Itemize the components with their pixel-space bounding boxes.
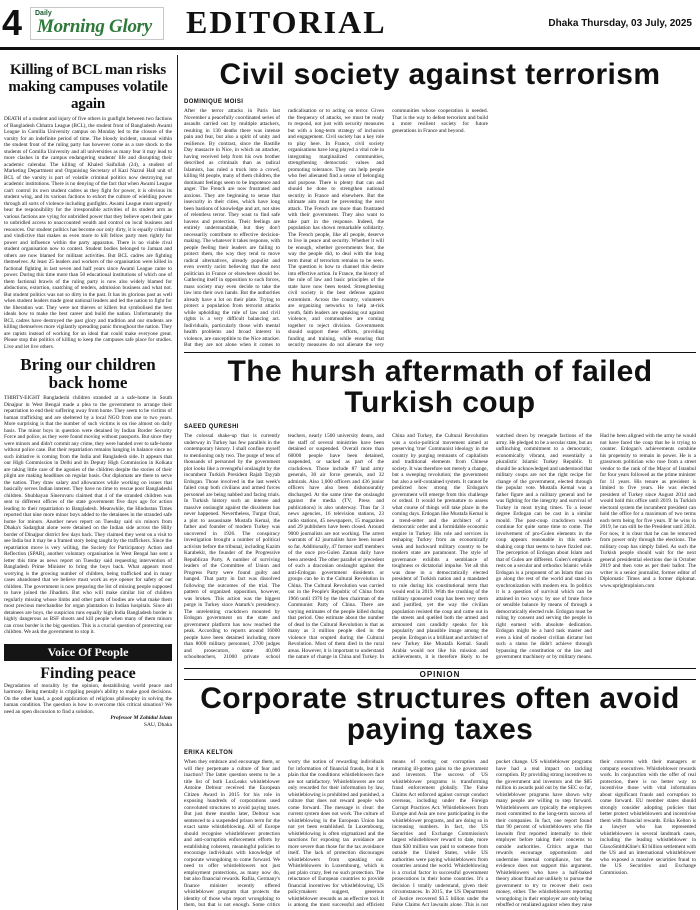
article-2-text: The colossal shake-up that is currently underway in Turkey has few parallels in the contemporary history. I shall confine myself to mentioning only two. The purge of tens of thousands of personnel by the government plot looks like a revengeful onslaught by the incumbent Turkish President Rajab Tayyab Erdogan. Those involved in the last week's failed coup both civilians and armed forces personnel are being nabbed and facing trials. In Turkish history such an intense and massive onslaught against the dissidents has never happened. Nevertheless, Turgut Ozal, a plot to assassinate Mustafa Kemal, the father and founder of modern Turkey was uncovered in 1926. The conspiracy investigation brought a number of political activists before the tribunal, including Kazim Karabekir, the founder of the Progressive Republican Party. A number of surviving leaders of the Committee of Union and Progress Party were found guilty and hanged. That party in fact was dissolved following the outcomes of the trial. The pattern of organized opposition, however, was broken. This action was the biggest purge in Turkey since Ataturk's presidency. The unrelenting crackdown mounted by Erdogan government on the state and government platform has now reached the peak. According to reports around 16000 people have been detained including more than 8000 military personnel, 2700 judges and prosecutors, some 40,000 schoolteachers, 21000 private school teachers, nearly 1500 university deans, and the staff of several ministries have been detained or suspended. Overall more than 60000 people have been detained, suspended, or sacked as part of the crackdown. Those include 87 land army generals, 30 air force generals, and 32 admirals. Also 1,000 officers and 436 junior officers have also been dishonourably discharged. At the same time the onslaught against the media (TV, Press and publications) is also underway. Thus far 3 news agencies, 16 television stations, 23 radio stations, 45 newspapers, 15 magazines and 29 publishers have been closed. Around 9000 journalists are not working. The arrest warrants of 42 journalists have been issued so far. Additionally, 47 former staff members of the once pro-Gulen Zaman daily have been arrested. The other parallel or precedent of such a draconian onslaught against the anti-Erdogan government dissidents or groups can be in the Cultural Revolution in China. The Cultural Revolution was carried out in the People's Republic of China from 1966 until 1976 by the then chairman of the Communist Party of China. There are varying estimates of the people killed during that period. One estimate about the number of dead in the Cultural Revolution is that as many as 3 million people died in the violence that erupted during the Cultural Revolution. Most of them died in the rural areas. However, it is important to understand the nature of change in China and Turkey. In China and Turkey, the Cultural Revolution was a socio-political movement aimed at preserving 'true' Communist ideology in the country by purging remnants of capitalism and traditional elements from Chinese society. It was therefore not merely a change, but a sweeping revolution; the government but also a self-contained system. It cannot be predicted how strong the Erdogan's government will emerge from this challenge or ordeal. It would be premature to assess what course of things will take place in the coming days. Erdogan like Mustafa Kemal is a trend-setter and the architect of a democratic order and a formidable economic empire in Turkey. His role and services in reshaping Turkey from an economically weak and backward military country to be modern state are paramount. The style of governance exhibits a semblance of toughness or dictatorial impulse. Yet all this was done in a democratically elected president of Turkish nation and a mandated to rule during his constitutional term that would end in 2019. With the crushing of the military sponsored coup has been very stern and justified, yet the way the civilian population resisted the coup and came out in the streets and quelled both the armed and armoured cars candidly speaks for his popularity and plausible image among the people. Erdogan is a brilliant and architect of new Turkey like Mustafa Kemal. Saudi Arabia would not like his mission and achievements, it is therefore likely to be watched down by renegade factions of the army. He pledged to be a secular state, but an unflinching commitment to a democratic, economically vibrant, and essentially a pluralistic Islamic Turkey Republic. It should be acknowledged and understood that military coups are not the right recipe for change of the government, elected through the popular vote. Mustafa Kemal was a father figure and a military general and he was fighting for the integrity and survival of Turkey in most trying times. To a lesser degree Erdogan can be cast in a similar mould. The post-coup crackdown would continue for quite some time to come. The involvement of pro-Gulen elements in the coup appears reasonable in this earth-shaking coup that seems to have fizzled out. The perception of Erdogan about Islam and that of Gulen are different. Gulen's emphasis rests on a secular and orthodox Islamic while Erdogan is a proponent of an Islam that can go along the rest of the world and stand in synchronization with modern era. In politics it is a question of survival which can be attained in two ways: by use of brute force or sensible balance by means of through a democratically elected rule. Erdogan must be ruling by consent and serving the people in right earnest with absolute dedication. Erdogan might be a hard task master and even a kind of modest civilian dictator but such a status he didn't achieve through bypassing the constitution or the law and government machinery or by military means. Had he been aligned with the army he would not have faced the coup that he is trying to counter. Erdogan's achievements outshine his propensity to remain in power. He is a grassroots politician who rose from a street vendor to the rank of the Mayor of Istanbul for four years followed as the prime minister for 11 years. His tenure as president is limited to five years. He was elected president of Turkey since August 2014 and would hold this office until 2019. In Turkish electoral system the incumbent president can hold the office for a maximum of two terms each term being for five years. If he wins in 2019, he can still be the President until 2024. For now, it is clear that he can be removed from power only through the elections. The military coup has simply failed. As such the Turkish people should wait for the next general presidential elections due in October 2019 and then vote as per their ballot. The writer is a senior journalist, former editor of Diplomatic Times and a former diplomat. www.uprightopinion.com bbox=[184, 433, 696, 660]
editorial-body-1: DEATH of a student and injury of five others in gunfight between two factions of Bangladesh Chhatra League (BCL), the student front of Bangladesh Awami League in Comilla University campus on Monday led to the closure of the varsity for an indefinite period of time. The bloody incident, unusual within the student front of the ruling party has however come as a rare shock to the students of Comilla University and all universities as many fear it may lead to more clashes in the campus endangering students' life and disrupting their academic calendar. The killing of Khaled Saifullah (24), a student of Marketing Department and Organising Secretary of Kazi Nazrul Hall unit of BCL of the varsity is part of volatile criminal politics now destroying our academic institutions. There is no denying of the fact that when Awami League can't control its own student cadres as they fight for power, it is obvious its student wing, and its various factions to exhort the culture of wielding power through all sorts of violence including gunfights. Awami League must urgently bear the responsibility for the irresponsible activities of its student arm as various factions are vying for unbridled power that they believe open their gate to unbridled access to unaccounted wealth and control on local business and resources. Our student politics has become our only dirty, it is equally criminal and vindictive that makes us even more to kill fellow party men rightly for power and influence within the party apparatus. There is no viable rival student organisation now to contest. Student bodies belonged to Jamaat and others are now blamed for militant activities. But BCL cadres are fighting themselves. At least 25 leaders and workers of the organisation were killed in factional fighting in last seven and half years since Awami League came to power. During this time more than 50 educational institutions of which one of them factional brawls of the ruling party is now also widely blamed for abductions, extortion, snatching of tenders, admission business and what not. But student politics was not so dirty in the past. It has its glorious past as well when student leaders made great national leaders and led the nation to fight for the liberation war. They were not thieves or killers but symbolised the best ideals how to make the best career and build the nation. Unfortunately the BCL cadres have destroyed the past glory and tradition and our students are killing themselves more vigilantly spreading panic throughout the nation. They are rapists instead of working for an ideal that could make everyone great. Please stop this politics of killing to keep the campuses safe place for studies. Live and let live others. bbox=[4, 116, 172, 350]
article-1-text: After the terror attacks in Paris last November a peacefully coordinated series of assaults carried out by multiple attackers, resulting in 130 deaths there was intense pain and fear, but also a spirit of unity and resilience. By contrast, since the Bastille Day massacre in Nice, in which an attacker, having received help from his own brother described as criminals than as radical Islamists, has ruled a truck into a crowd, killing 84 people, many of them children, the dominant feelings seem to be impotence and anger. The French are now frustrated and anxious. They are beginning to sense that insecurity in their cities, which have long been bastions of knowledge and art, not sites of relentless terror. They want to find safe havens and protection. Their feelings are entirely understandable, but they don't necessarily contribute to effective decision-making. The whatever it takes response, with people feeling their leaders are failing to protect them, the way they tend to move radical alternatives, already populist and even overtly racist believing that the next politician in France or elsewhere should be. Gathering itself in opposition to such forces, mass society may even decide to take the law into their own hands. But the authorities already have a lot on their plate. Trying to protect a population from terrorist attacks while upholding the rule of law and civil rights is a very difficult balancing act. Individuals, particularly those with mental health problems and broad interest in violence, are susceptible to the Nice attacker. But they are not alone when it comes to radicalisation or to acting on terror. Given the frequency of attacks, we must be ready to respond, not just with security measures but with a long-term strategy of inclusion and engagement. Civil society has a key role to play here. In France, civil society organisations have long played a vital role in integrating marginalized communities, strengthening democratic values and promoting tolerance. They can help people who feel alienated find a sense of belonging and purpose. There is plenty that can and should be done to strengthen national security in France and elsewhere. But the ultimate aim must be preventing the next attack. The French are more than frustrated with their government. They also want to take part in the response. Indeed, the population has shown remarkable solidarity. The French people, like all people, deserve to live in peace and security. Whether it will be enough, whether governments fear, the way the people did, to deal with the long term threat of terrorism remains to be seen. The question is how to channel this desire into effective action. In France, the history of the rule of law and basic principles of the state have now been tested. Strengthening civil society is the best defense against extremism. Across the country, volunteers are organizing networks to help at-risk youth, faith leaders are speaking out against violence, and communities are coming together to reject division. Governments should support these efforts, providing funding and training, while ensuring that security measures do not alienate the very communities whose cooperation is needed. That is the way to defeat terrorism and build a more resilient society for future generations in France and beyond. bbox=[184, 108, 488, 348]
article-corporate-taxes bbox=[184, 683, 696, 910]
editorial-headline-2[interactable]: Bring our children back home bbox=[20, 355, 156, 392]
article-separator-1 bbox=[184, 352, 696, 353]
masthead-rule bbox=[0, 47, 700, 50]
voice-of-people-banner: Voice Of People bbox=[4, 644, 172, 661]
opinion-label: OPINION bbox=[419, 670, 461, 679]
editorial-body-2: THIRTY-EIGHT Bangladeshi children stranded at a safe-home in South Dinajpur in West Bengal made a plea to the government to arrange their repatriation to end their suffering away from home. They seem to be victims of human trafficking and are sheltered by a local NGO from one to two years. More surprising is that the number of such victims is on rise almost on daily basis. The minor boys in question were detained by Indian Border Security Force and police, as they were found moving without passports. But since they were minors and didn't commit any crime, they were handed over to safe-home without police case. But their repatriation remains hanging in balance since no such initiative is coming from the India and Bangladesh side. It appears that our High Commission in Delhi and its Deputy High Commission in Kolkata are taking little care of the agonies of the children despite the stories of their plight are making headlines on regular basis. Our diplomats are there to serve the nation. They draw salary and allowances while working on issues that basically serves Indian interest. They have no time to rescue poor Bangladeshi children. Shubhayan Sineruvaru claimed that 4 of the stranded children was sent to different offices of the state government five days ago for action leading to their repatriation to Bangladesh. Meanwhile, the Hindustan Times reported that nine more minor boys added to the detainees in the stranded safe home for minors. Another news report on Tuesday said six minors from Dhaka's Sadarghat alone were detained on the Indian side across the Hilly border of Dinajpur district few days back. They claimed they went on a visit to see India but it may be a framed story being taught by the traffickers. Since the repatriation move is very willing, the Society for Participatory Action and Reflection (SPAR), another voluntary organisation in West Bengal has sent a letter this time as news report on Tuesday said requesting intervention of Bangladesh Prime Minister to bring the boys back. What appears most worrying is the growing number of children, being trafficked and in many cases abandoned that we believe must work as eye opener for safety of our children. The government is now preparing the list of missing people supposed to have joined the Jihadists. But who will make similar list of children regularly missing whose limbs and other parts of bodies are what make them most precious merchandise for organ plantation in Indian hospitals. Since all detainees are boys, the suspicion runs equally high India Bangladesh border is highly dangerous as BSF shoots and kill people when many of them minors can cross border is the big question. This is a crucial question of protecting our children. We ask the government to stop it. bbox=[4, 395, 172, 635]
section-title: EDITORIAL bbox=[186, 4, 387, 40]
article-2-headline[interactable]: The hursh aftermath of failed Turkish coup bbox=[227, 356, 653, 419]
newspaper-logo[interactable] bbox=[30, 7, 164, 40]
article-3-body bbox=[184, 759, 696, 909]
article-turkish-coup bbox=[184, 356, 696, 666]
logo-prefix: Daily bbox=[35, 10, 52, 17]
logo-wordmark: Morning Glory bbox=[37, 16, 152, 37]
article-civil-society bbox=[184, 56, 696, 352]
article-3-byline: ERIKA KELTON bbox=[184, 750, 234, 756]
article-1-body bbox=[184, 108, 696, 352]
letter-affiliation: SAU, Dhaka bbox=[143, 722, 172, 728]
letter-signature: Professor M Zahidul Islam bbox=[110, 715, 172, 721]
article-3-headline[interactable]: Corporate structures often avoid paying taxes bbox=[200, 683, 680, 746]
column-divider bbox=[177, 55, 178, 910]
masthead bbox=[0, 0, 700, 56]
article-2-body bbox=[184, 433, 696, 666]
editorial-headline-1[interactable]: Killing of BCL man risks making campuses volatile again bbox=[8, 62, 168, 112]
letter-headline[interactable]: Finding peace bbox=[40, 664, 136, 682]
article-2-byline: SAEED QURESHI bbox=[184, 424, 239, 430]
dateline: Dhaka Thursday, 03 July, 2025 bbox=[548, 18, 692, 29]
article-1-byline: DOMINIQUE MOISI bbox=[184, 99, 244, 105]
page-number: 4 bbox=[2, 2, 23, 43]
opinion-banner bbox=[184, 668, 696, 680]
letter-body: Degradation of morality by the opinion, destabilising world peace and harmony. Being mentally is crippling people's ability to make good decisions. On the other hand, a good application of religious philosophy in solving the human condition. The question is how to overcome this critical situation? We need an open discussion to find a solution. bbox=[4, 682, 172, 715]
article-3-text: When they embrace and encourage them, or will they perpetuate a culture of fear and inaction? The latter question seems to be a title list of both LuxLeaks whistleblower Antoine Deltour received the European Citizen Award in 2015 for his role in exposing hundreds of corporations used convoluted structures to avoid paying taxes. But just three months later, Deltour was sentenced to a suspended prison term for the exact same whistleblowing. All of Europe should recognise whistleblower protection and anti-corruption enforcement efforts by establishing coherent, meaningful policies to encourage individuals with knowledge of corporate wrongdoing to come forward. We need to offer whistleblowers not just employment protections, as many now do, but also financial rewards. Rafiia, Germany's finance minister recently offered whistleblower program that protects the identity of those who report wrongdoing to them, but that is not enough. Some critics worry the notion of rewarding individuals for information of financial frauds, but it is plain that the conditions whistleblowers face are not satisfactory. Whistleblowers are not only rewarded for their information by law, whistleblowing is prohibited and punished, a culture that does not reward people who come forward. The message is clear: the current system does not work. The culture of whistleblowing in the European Union has not yet been established. In Luxembourg, whistleblowing is often stigmatized and the sanctions for exposing tax avoidance are more severe than those for the tax avoidance itself. The lack of protection discourages whistleblowers from speaking out. Whistleblowers in Luxembourg, which is just plain crazy, feel no such protection. The reluctance of European countries to provide financial incentives for whistleblowing, US policymakers suggest, generous whistleblower rewards as an effective tool. It is among the most successful and efficient means of rooting out corruption and returning ill-gotten gains to the government and investors. The success of US whistleblower programs is transforming fraud enforcement globally. The False Claims Act enforced against corrupt conduct overseas, including under the Foreign Corrupt Practices Act. Whistleblowers from Europe and Asia are now participating in the whistleblower programs, and are doing so in increasing numbers. In fact, the US Securities and Exchange Commission's largest whistleblower reward to date, more than $30 million was paid to someone from outside the United States, while US authorities were paying whistleblowers from countries around the world. Whistleblowing is a crucial factor in successful government prosecutions in their home countries. It's a decision I totally understand, given their circumstances. In 2015, the US Department of Justice recovered $3.5 billion under the False Claims Act lawsuits alone. This is not pocket change. US whistleblower programs have had a real impact on tackling corruption. By providing strong incentives to the government and investors and the $85 million in awards paid out by the SEC so far, whistleblower programs have shown why many people are willing to step forward. Whistleblowers are typically the employees most committed to the long-term success of their companies. In fact, one report found that 90 percent of whistleblowers who file lawsuits first reported internally to their employer before taking their concerns to outside authorities. Critics argue that rewards encourage opportunism and undermine internal compliance, but the evidence does not support this argument. Whistleblowers who have a half-baked theory about fraud are unlikely to pursue the government to try to recover their own money, either. The whistleblowers reporting wrongdoing in their employer are only being rebuffed or retaliated against when they raise their concerns with their managers or company executives. Whistleblower rewards work. In conjunction with the offer of real protection, there is no better way to incentivise those with vital information about significant frauds and corruption to come forward. EU member states should strongly consider adopting policies that better protect whistleblowers and incentivise them with financial rewards. Erika Kelton is a lawyer who has represented whistleblowers in several landmark cases, including the leading whistleblower in GlaxoSmithKline's $3 billion settlement with the US and an international whistleblower who exposed a massive securities fraud to the US Securities and Exchange Commission. bbox=[184, 759, 696, 908]
article-1-headline[interactable]: Civil society against terrorism bbox=[219, 58, 661, 91]
left-column bbox=[4, 62, 172, 908]
